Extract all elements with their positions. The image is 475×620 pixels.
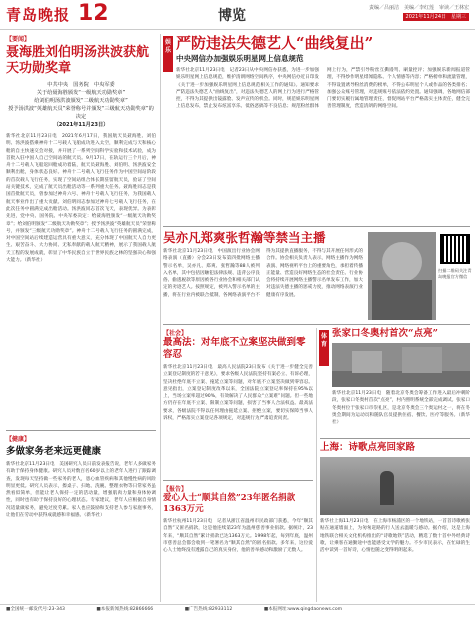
- story-headline[interactable]: 上海：诗歌点亮回家路: [320, 442, 416, 453]
- deck-line: 关于给聂海胜颁发“一级航天功勋奖章”: [36, 90, 126, 96]
- story-body: 新华社北京11月23日电 记者23日从中央网信办获悉，为进一步加强娱乐明星网上信息规范，维护清朗网络空间秩序，中央网信办近日印发《关于进一步加强娱乐明星网上信息规范相关工作的通知》。通知要求严防违法失德艺人“曲线复出”，对违法失德艺人的网上行为进行严格管控，不得为其提供出镜露脸、发声宣传的机会。同时，规范娱乐明星网上信息发布，禁止发布炫富享乐、低俗恶搞等不良信息；规范粉丝群体网上行为，严禁引导粉丝互撕谩骂、刷量控评；加强娱乐新闻报道管理，不得炒作明星绯闻隐私、个人情感等内容；严格榜单和流量管理，不得设置诱导粉丝消费的榜单，不得公布明星个人或作品的各类排名；加强公众账号管理，对违规账号依法依约处置。通知强调，各地网信部门要切实履行属地管理责任，督促网站平台严格落实主体责任，健全完善管理制度，营造清朗的网络空间。: [176, 68, 470, 110]
- story-headline[interactable]: 严防违法失德艺人“曲线复出”: [176, 34, 374, 52]
- issue-date: 2021年11月24日 星期三: [403, 13, 469, 21]
- story-headline[interactable]: 最高法：对年底不立案坚决做到零容忍: [163, 337, 306, 360]
- deck-line: 给刘伯明汤洪波颁发“二级航天功勋奖章”: [34, 98, 128, 104]
- story-headline[interactable]: 多做家务老来远更健康: [6, 446, 102, 457]
- story-subheadline: 中央网信办加强娱乐明星网上信息规范: [176, 54, 304, 63]
- divider: [163, 324, 470, 325]
- story-tag: 【健康】: [6, 436, 31, 443]
- footer-postal-code: ■全国统一邮发代号:23-343: [6, 607, 65, 612]
- footer-website[interactable]: ■本报网址:www.qingdaonews.com: [263, 607, 343, 612]
- decision-deck: [6, 81, 156, 129]
- story-photo: [368, 232, 436, 320]
- story-body: 新华社上海11月23日电 在上海市杨浦区的一个地铁站，一首首诗歌被张贴在通道墙面上，为匆匆赶路的行人送去温暖与感动。据介绍，这是上海地铁联合相关文化机构推出的“诗歌地铁”活动，精选了数十首中外经典诗歌，让乘客在通勤途中也能感受文学的魅力。不少市民表示，在忙碌的生活中读到一首好诗，心情也随之变得明朗起来。: [320, 519, 470, 554]
- footer-hotline: ■本报新闻热线:82866666: [96, 607, 154, 612]
- story-tag: 【要闻】: [6, 36, 31, 43]
- story-space-medals: [6, 34, 156, 424]
- deck-line: 授予汤洪波“英雄航天员”荣誉称号并颁发“三级航天功勋奖章”的决定: [8, 106, 154, 120]
- story-body: 新华社杭州11月23日电 记者从浙江省温州市民政部门获悉，今年“顺其自然”又匿名捐款，这是他连续第23年为温州慈善事业捐款。据统计，23年来，“顺其自然”累计捐款已达1363万元。1998年起，每到年底，温州市慈善总会都会收到一笔署名为“顺其自然”的匿名捐款。多年来，这位爱心人士始终没有透露自己的真实身份，他的善举感动和激励了无数人。: [163, 519, 313, 554]
- story-headline[interactable]: 吴亦凡郑爽张哲瀚等禁当主播: [163, 230, 326, 245]
- story-body: 新华社北京11月23日电 2021年6月17日，我国航天员聂海胜、刘伯明、汤洪波搭乘神舟十二号载人飞船成功进入太空，顺利完成与天和核心舱的自主快速交会对接，并开展了一系列空间科学实验和技术试验，成为首批入驻中国人自己空间站的航天员。9月17日，在轨运行三个月后，神舟十二号载人飞船返回舱成功着陆，航天员聂海胜、刘伯明、汤洪波安全顺利出舱，身体状态良好。神舟十二号载人飞行任务作为中国空间站阶段的首次载人飞行任务，实现了空间站组合体长期驻留航天员，验证了空间站关键技术，完成了航天员出舱活动等一系列重大任务。聂海胜同志是我国首批航天员，曾参加过神舟六号、神舟十号载人飞行任务，为我国载人航天事业作出了重大贡献。刘伯明同志参加过神舟七号载人飞行任务，在此次任务中圆满完成出舱活动。汤洪波同志首次飞天，表现优异。为表彰先进，党中央、国务院、中央军委决定：给聂海胜颁发“一级航天功勋奖章”；给刘伯明颁发“二级航天功勋奖章”；授予汤洪波“英雄航天员”荣誉称号，并颁发“三级航天功勋奖章”。神舟十二号载人飞行任务的圆满完成，对中国空间站后续建造运营具有重大意义，充分体现了中国航天人自力更生、艰苦奋斗、大力协同、无私奉献的载人航天精神，展示了我国载人航天工程的发展成就，彰显了中华民族自立于世界民族之林的坚强决心和强大能力。（新华社）: [6, 134, 156, 264]
- divider: [163, 480, 313, 481]
- divider: [320, 438, 470, 439]
- column-divider: [316, 328, 317, 602]
- deck-line: 中共中央 国务院 中央军委: [47, 82, 115, 88]
- village-photo: [332, 343, 470, 387]
- deck-date: （2021年11月23日）: [53, 122, 109, 128]
- masthead: 青岛晚报: [6, 6, 71, 24]
- column-divider: [160, 34, 161, 602]
- story-body: 新华社北京11月23日电 美国研究人员日前发表报告说，老年人多做家务有助于保持身体健康。研究人员对数百名60岁以上的老年人进行了跟踪调查，发现每天坚持做一些家务的老人，患心血管疾病和其他慢性病的风险明显更低。研究人员表示，擦桌子、扫地、洗碗、整理衣物等日常家务虽然看似简单，但能让老人保持一定的活动量，增强肌肉力量和身体协调性，同时也有助于保持良好的心理状态。专家建议，老年人应根据自身情况适量做家务，避免过度劳累。家人也应鼓励和支持老人参与家庭事务，让他们在劳动中获得成就感和幸福感。（新华社）: [6, 462, 156, 519]
- poetry-photo: [320, 457, 470, 515]
- page-number: 12: [78, 1, 109, 26]
- story-poetry: [320, 442, 470, 602]
- story-headline[interactable]: 张家口冬奥村首次“点亮”: [332, 328, 438, 339]
- editors-line: 责编／吕丽洁 美编／李红莲 审读／王林宏: [368, 5, 469, 11]
- story-court-filing: [163, 328, 313, 478]
- story-entertainment-rules: [176, 34, 470, 224]
- story-body: 新华社北京11月23日电 中国演出行业协会网络表演（直播）分会23日发布第四批网络主播警示名单，吴亦凡、郑爽、张哲瀚等88人被列入名单，其中包括因触犯法律法规、违背公序良俗、偷逃税款等原因被各行业协会和相关部门认定的劣迹艺人。按照规定，被列入警示名单的主播，将在行业内被联合抵制，各网络表演平台不得为其提供直播服务，不得与其开展任何形式的合作。协会相关负责人表示，网络主播作为网络表演、网络视听平台上的重要角色，承担着传播正能量、营造良好网络生态的社会责任。行业协会将持续开展网络主播警示名单发布工作，加大对违法失德主播的惩戒力度，推动网络表演行业健康有序发展。: [163, 249, 363, 298]
- story-housework: [6, 434, 156, 602]
- qr-caption: 扫描二维码关注青岛晚报官方微信: [438, 268, 472, 279]
- divider: [163, 226, 470, 227]
- footer-ad-line: ■广告热线:82933112: [184, 607, 233, 612]
- story-olympic-village: [332, 328, 470, 434]
- section-label: 娱乐: [163, 36, 173, 72]
- story-donation: [163, 484, 313, 602]
- story-body: 新华社北京11月23日电 最高人民法院23日发布《关于进一步健全完善立案登记制度的若干意见》，要求各级人民法院坚持有案必立、有诉必理，坚决杜绝年底不立案、拖延立案等问题，对年底不立案坚决做到零容忍。意见指出，立案登记制度改革以来，全国法院立案登记率保持在95%以上，当场立案率超过90%，有效解决了人民群众“立案难”问题。但一些地方仍存在年底不立案、限制立案等问题，损害了当事人合法权益。最高法要求，各级法院不得以任何理由拖延立案、拒绝立案，要切实保障当事人诉权，严格落实立案登记各项规定，对违规行为严肃追责问责。: [163, 365, 313, 422]
- story-body: 新华社北京11月23日电 随着北京冬奥会筹备工作进入最后冲刺阶段，张家口冬奥村首次“点亮”，村内照明系统全部完成调试。张家口冬奥村位于张家口市崇礼区，是北京冬奥会三个奥运村之一，将在冬奥会期间为运动员和随队官员提供住宿、餐饮、医疗等服务。（新华社）: [332, 391, 470, 426]
- section-label: 体育: [319, 330, 329, 366]
- editors-block: [369, 4, 469, 21]
- divider: [6, 430, 156, 431]
- section-title: 博览: [218, 8, 246, 24]
- story-headline[interactable]: 爱心人士“顺其自然”23年匿名捐款1363万元: [163, 493, 296, 514]
- story-tag: 【社会】: [163, 330, 188, 337]
- qr-code[interactable]: [440, 234, 470, 264]
- story-streamer-ban: [163, 230, 363, 318]
- page-header: [0, 0, 475, 30]
- story-tag: 【报告】: [163, 486, 188, 493]
- page-footer: [0, 604, 475, 620]
- story-headline[interactable]: 聂海胜刘伯明汤洪波获航天功勋奖章: [6, 45, 150, 76]
